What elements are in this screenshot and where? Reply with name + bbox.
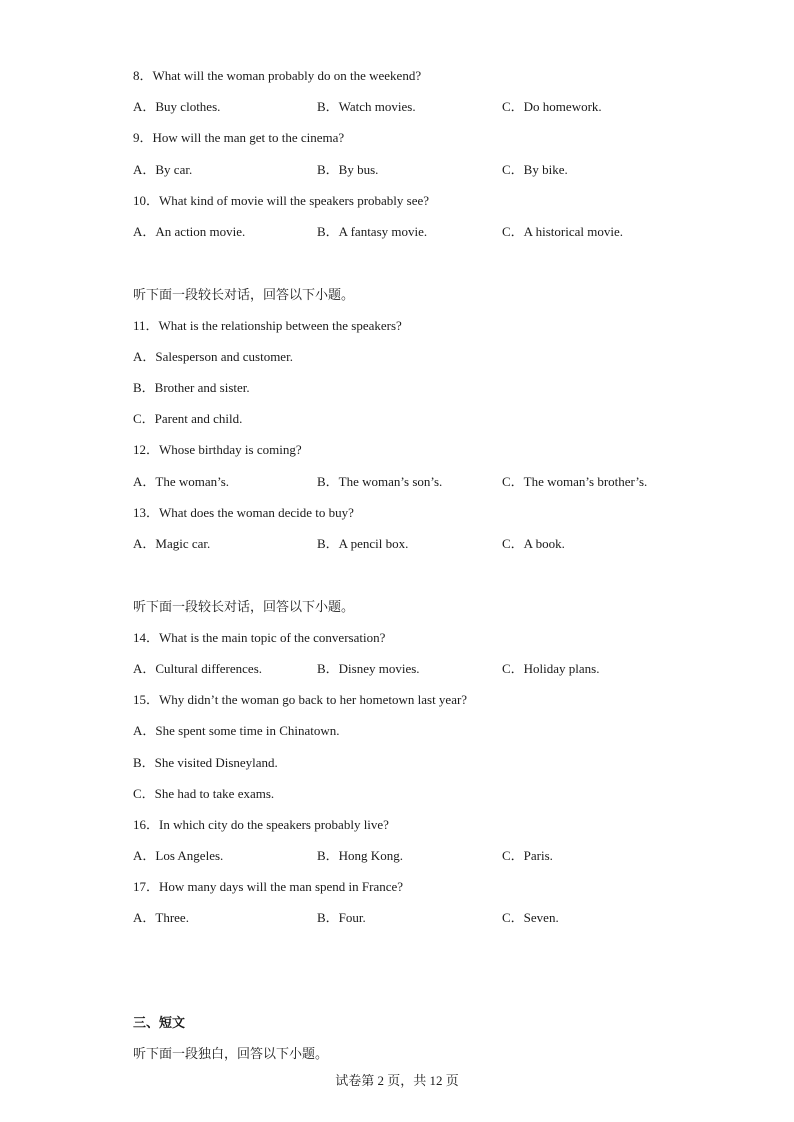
- question-12: 12．Whose birthday is coming?: [133, 442, 302, 457]
- q9-option-c: C．By bike.: [502, 162, 568, 177]
- q8-option-c: C．Do homework.: [502, 99, 602, 114]
- section-instruction: 听下面一段较长对话，回答以下小题。: [133, 599, 355, 614]
- question-17: 17．How many days will the man spend in France?: [133, 879, 404, 894]
- q12-option-c: C．The woman’s brother’s.: [502, 474, 648, 489]
- question-11: 11．What is the relationship between the speakers?: [133, 318, 402, 333]
- question-13: 13．What does the woman decide to buy?: [133, 505, 354, 520]
- q8-option-a: A．Buy clothes.: [133, 99, 221, 114]
- q9-option-a: A．By car.: [133, 162, 193, 177]
- q14-option-c: C．Holiday plans.: [502, 661, 600, 676]
- q14-option-a: A．Cultural differences.: [133, 661, 262, 676]
- q17-option-b: B．Four.: [317, 910, 366, 925]
- q11-option-b: B．Brother and sister.: [133, 380, 250, 395]
- q16-option-a: A．Los Angeles.: [133, 848, 224, 863]
- q16-option-c: C．Paris.: [502, 848, 553, 863]
- section-instruction: 听下面一段独白，回答以下小题。: [133, 1046, 329, 1061]
- question-14: 14．What is the main topic of the conversation?: [133, 630, 386, 645]
- question-9: 9．How will the man get to the cinema?: [133, 130, 345, 145]
- q17-option-a: A．Three.: [133, 910, 189, 925]
- question-8: 8．What will the woman probably do on the weekend?: [133, 68, 422, 83]
- q10-option-a: A．An action movie.: [133, 224, 246, 239]
- q10-option-b: B．A fantasy movie.: [317, 224, 428, 239]
- question-10: 10．What kind of movie will the speakers probably see?: [133, 193, 430, 208]
- q10-option-c: C．A historical movie.: [502, 224, 623, 239]
- q13-option-c: C．A book.: [502, 536, 565, 551]
- q15-option-a: A．She spent some time in Chinatown.: [133, 723, 340, 738]
- q9-option-b: B．By bus.: [317, 162, 379, 177]
- q12-option-a: A．The woman’s.: [133, 474, 230, 489]
- q13-option-a: A．Magic car.: [133, 536, 211, 551]
- q8-option-b: B．Watch movies.: [317, 99, 416, 114]
- q11-option-a: A．Salesperson and customer.: [133, 349, 293, 364]
- q14-option-b: B．Disney movies.: [317, 661, 420, 676]
- q15-option-c: C．She had to take exams.: [133, 786, 275, 801]
- question-16: 16．In which city do the speakers probably live?: [133, 817, 389, 832]
- q11-option-c: C．Parent and child.: [133, 411, 243, 426]
- section-instruction: 听下面一段较长对话，回答以下小题。: [133, 287, 355, 302]
- q13-option-b: B．A pencil box.: [317, 536, 409, 551]
- q12-option-b: B．The woman’s son’s.: [317, 474, 443, 489]
- question-15: 15．Why didn’t the woman go back to her hometown last year?: [133, 692, 468, 707]
- q16-option-b: B．Hong Kong.: [317, 848, 403, 863]
- section-heading: 三、短文: [133, 1015, 186, 1030]
- page-footer: 试卷第 2 页，共 12 页: [335, 1073, 459, 1088]
- q15-option-b: B．She visited Disneyland.: [133, 755, 278, 770]
- q17-option-c: C．Seven.: [502, 910, 559, 925]
